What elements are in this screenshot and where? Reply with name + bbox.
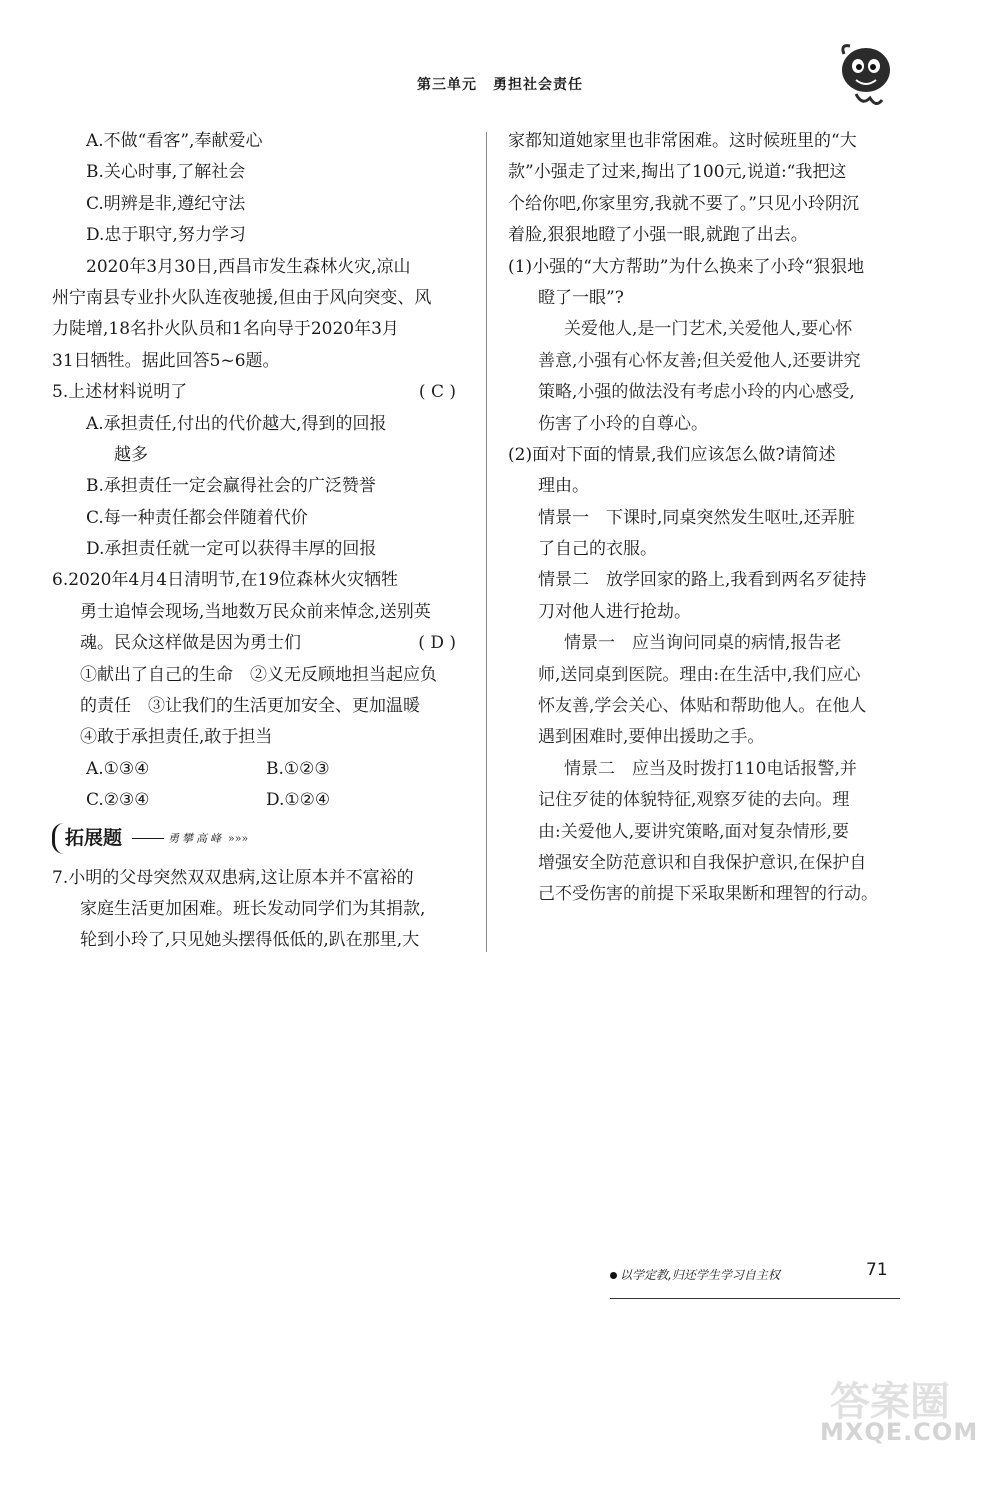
q5-answer: ( C ) xyxy=(418,382,456,403)
q4-option-a: A.不做“看客”,奉献爱心 xyxy=(86,131,263,151)
q6-item-line: 的责任 ③让我们的生活更加安全、更加温暖 xyxy=(80,696,420,717)
q5-stem-line xyxy=(52,377,462,408)
right-column xyxy=(508,126,908,911)
scenario-line: 情景二 放学回家的路上,我看到两名歹徒持 xyxy=(538,570,867,591)
sub1-question: 瞪了一眼”? xyxy=(538,287,624,308)
extension-title: 拓展题 xyxy=(52,823,128,854)
unit-label: 第三单元 xyxy=(417,77,477,93)
q7-cont-line: 家都知道她家里也非常困难。这时候班里的“大 xyxy=(508,131,857,151)
q5-stem: 5.上述材料说明了 xyxy=(52,382,188,403)
bullet-icon xyxy=(610,1272,617,1279)
page-footer xyxy=(610,1258,900,1299)
q4-option-d: D.忠于职守,努力学习 xyxy=(86,225,246,246)
q6-option-d: D.①②④ xyxy=(266,790,331,811)
q6-stem: 魂。民众这样做是因为勇士们 xyxy=(80,633,301,654)
sub2-answer-line: 己不受伤害的前提下采取果断和理智的行动。 xyxy=(538,884,878,905)
column-divider xyxy=(486,132,487,952)
chevrons-icon: »»» xyxy=(228,831,249,845)
scenario-line: 刀对他人进行抢劫。 xyxy=(538,601,691,622)
q6-option-c: C.②③④ xyxy=(86,790,150,811)
watermark-logo: 答案圈 xyxy=(830,1379,950,1425)
sub1-answer-line: 关爱他人,是一门艺术,关爱他人,要心怀 xyxy=(564,319,853,340)
q6-option-a: A.①③④ xyxy=(86,758,150,779)
scenario-line: 了自己的衣服。 xyxy=(538,539,657,560)
q7-cont-line: 款”小强走了过来,掏出了100元,说道:“我把这 xyxy=(508,162,847,183)
q4-option-b: B.关心时事,了解社会 xyxy=(86,162,246,183)
q5-option-a: A.承担责任,付出的代价越大,得到的回报 xyxy=(86,413,387,434)
footer-slogan: 以学定教,归还学生学习自主权 xyxy=(620,1268,780,1282)
sub2-question: 理由。 xyxy=(538,476,589,497)
sub2-answer-line: 情景一 应当询问同桌的病情,报告老 xyxy=(564,633,842,654)
material-line: 31日牺牲。据此回答5~6题。 xyxy=(52,350,280,371)
sub2-question: (2)面对下面的情景,我们应该怎么做?请简述 xyxy=(508,444,836,465)
sub2-answer-line: 情景二 应当及时拨打110电话报警,并 xyxy=(564,758,857,779)
q6-answer: ( D ) xyxy=(418,633,456,654)
sub1-answer-line: 善意,小强有心怀友善;但关爱他人,还要讲究 xyxy=(538,350,861,371)
sub2-answer-line: 师,送同桌到医院。理由:在生活中,我们应心 xyxy=(538,664,861,685)
material-line: 力陡增,18名扑火队员和1名向导于2020年3月 xyxy=(52,319,399,340)
sub1-question: (1)小强的“大方帮助”为什么换来了小玲“狠狠地 xyxy=(508,256,865,277)
q5-option-c: C.每一种责任都会伴随着代价 xyxy=(86,507,308,528)
q6-item-line: ①献出了自己的生命 ②义无反顾地担当起应负 xyxy=(80,664,437,685)
sub2-answer-line: 由:关爱他人,要讲究策略,面对复杂情形,要 xyxy=(538,821,849,842)
material-line: 州宁南县专业扑火队连夜驰援,但由于风向突变、风 xyxy=(52,287,432,308)
left-column xyxy=(52,126,462,957)
q7-line: 轮到小玲了,只见她头摆得低低的,趴在那里,大 xyxy=(80,930,420,951)
mascot-icon xyxy=(826,36,906,116)
extension-heading xyxy=(52,819,462,859)
sub1-answer-line: 伤害了小玲的自尊心。 xyxy=(538,413,708,434)
sub2-answer-line: 记住歹徒的体貌特征,观察歹徒的去向。理 xyxy=(538,790,850,811)
sub1-answer-line: 策略,小强的做法没有考虑小玲的内心感受, xyxy=(538,382,855,403)
q5-option-b: B.承担责任一定会赢得社会的广泛赞誉 xyxy=(86,476,376,497)
q6-stem-line xyxy=(52,628,462,659)
q6-option-b: B.①②③ xyxy=(266,758,330,779)
q6-item-line: ④敢于承担责任,敢于担当 xyxy=(80,727,273,748)
extension-rule xyxy=(132,838,164,839)
q5-option-d: D.承担责任就一定可以获得丰厚的回报 xyxy=(86,539,377,560)
watermark-url: MXQE.COM xyxy=(820,1418,979,1446)
q7-cont-line: 个给你吧,你家里穷,我就不要了。”只见小玲阴沉 xyxy=(508,193,859,214)
q4-option-c: C.明辨是非,遵纪守法 xyxy=(86,193,246,214)
page-number: 71 xyxy=(866,1260,888,1280)
footer-slogan-wrap xyxy=(610,1266,780,1283)
sub2-answer-line: 增强安全防范意识和自我保护意识,在保护自 xyxy=(538,852,867,873)
q6-options-row xyxy=(52,754,462,785)
q5-option-a-cont: 越多 xyxy=(114,444,148,465)
q7-line: 家庭生活更加困难。班长发动同学们为其捐款, xyxy=(80,898,426,919)
q6-stem: 勇士追悼会现场,当地数万民众前来悼念,送别英 xyxy=(80,601,431,622)
q7-line: 7.小明的父母突然双双患病,这让原本并不富裕的 xyxy=(52,867,414,888)
material-line: 2020年3月30日,西昌市发生森林火灾,凉山 xyxy=(86,256,411,277)
q7-cont-line: 着脸,狠狠地瞪了小强一眼,就跑了出去。 xyxy=(508,225,808,246)
sub2-answer-line: 遇到困难时,要伸出援助之手。 xyxy=(538,727,765,748)
unit-title: 勇担社会责任 xyxy=(493,77,583,93)
q6-stem: 6.2020年4月4日清明节,在19位森林火灾牺牲 xyxy=(52,570,399,591)
q6-options-row xyxy=(52,785,462,816)
scenario-line: 情景一 下课时,同桌突然发生呕吐,还弄脏 xyxy=(538,507,855,528)
extension-subtitle: 勇攀高峰 xyxy=(168,831,225,845)
sub2-answer-line: 怀友善,学会关心、体贴和帮助他人。在他人 xyxy=(538,696,867,717)
